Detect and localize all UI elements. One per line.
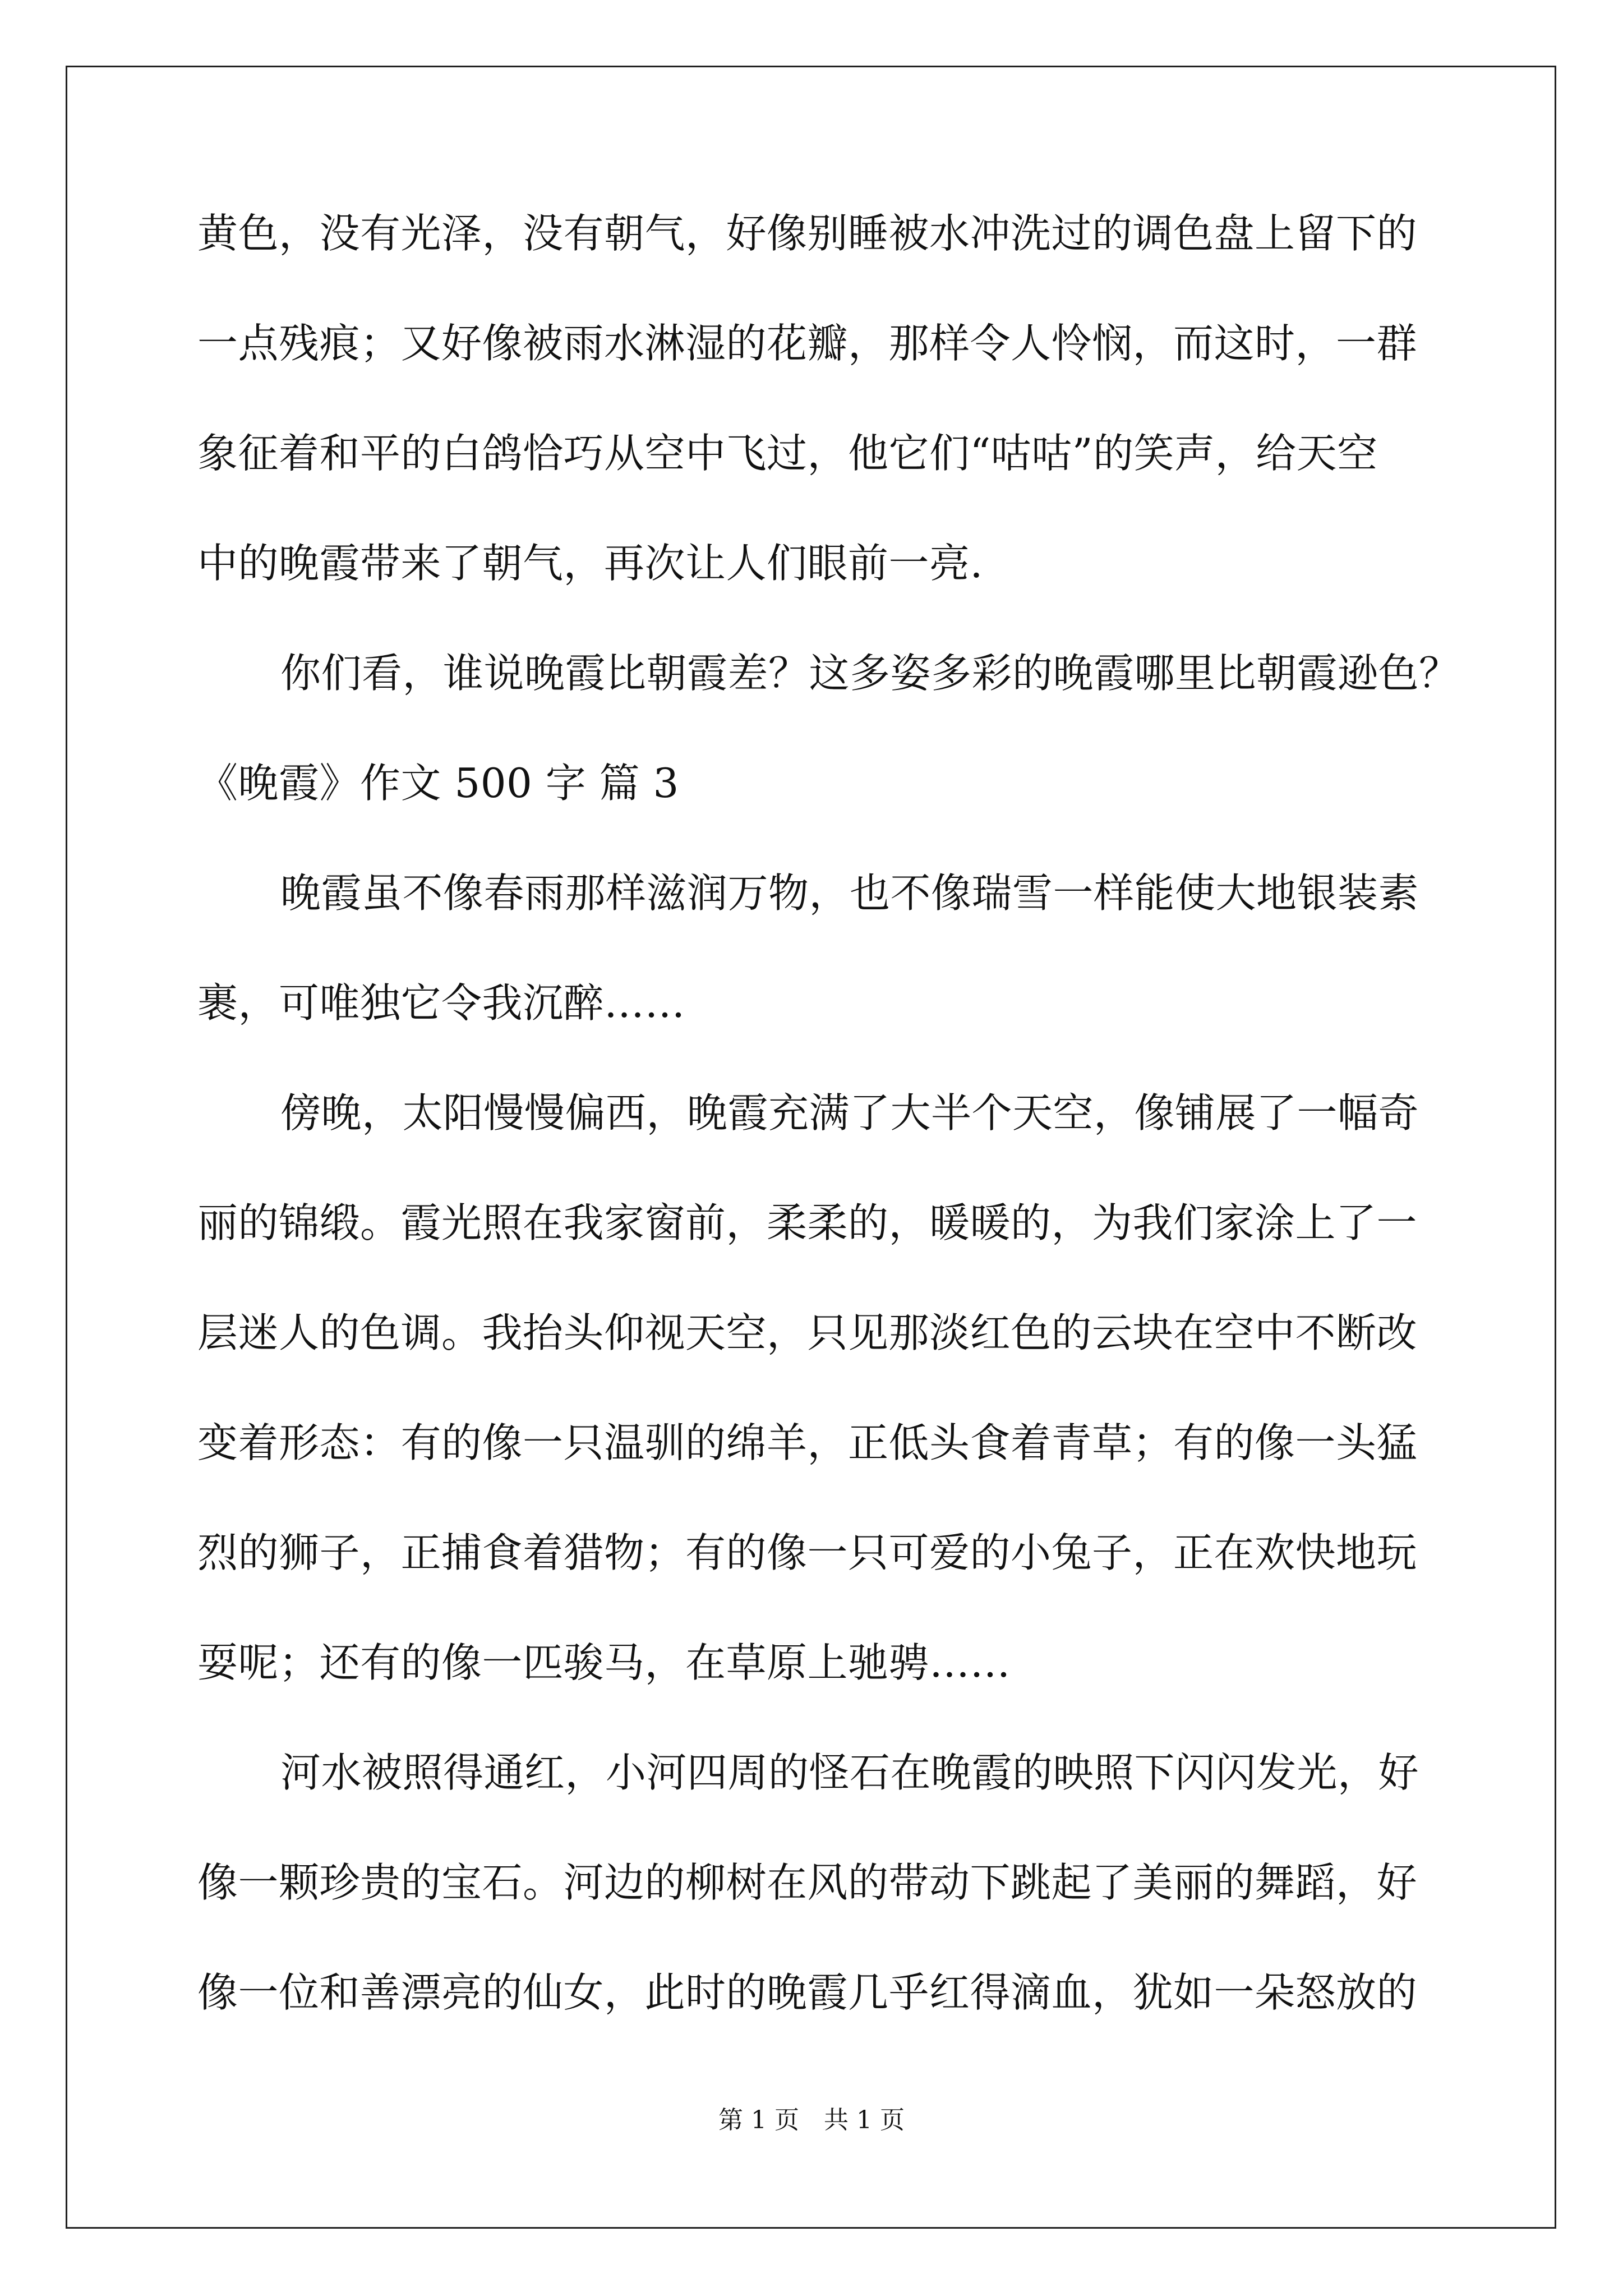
text-line: 像一颗珍贵的宝石。河边的柳树在风的带动下跳起了美丽的舞蹈，好 xyxy=(197,1859,1418,1906)
text-line: 傍晚，太阳慢慢偏西，晚霞充满了大半个天空，像铺展了一幅奇 xyxy=(280,1089,1419,1137)
text-line: 一点残痕；又好像被雨水淋湿的花瓣，那样令人怜悯，而这时，一群 xyxy=(197,320,1418,367)
text-line: 晚霞虽不像春雨那样滋润万物，也不像瑞雪一样能使大地银装素 xyxy=(280,869,1419,917)
section-heading: 《晚霞》作文 500 字 篇 3 xyxy=(197,760,679,807)
text-line: 丽的锦缎。霞光照在我家窗前，柔柔的，暖暖的，为我们家涂上了一 xyxy=(197,1199,1418,1246)
document-body xyxy=(197,210,1460,2082)
text-line: 变着形态：有的像一只温驯的绵羊，正低头食着青草；有的像一头猛 xyxy=(197,1419,1418,1466)
page-number: 第 1 页 xyxy=(718,2106,799,2134)
text-line: 河水被照得通红，小河四周的怪石在晚霞的映照下闪闪发光，好 xyxy=(280,1749,1419,1796)
text-line: 象征着和平的白鸽恰巧从空中飞过，他它们“咕咕”的笑声，给天空 xyxy=(197,430,1378,477)
text-line: 耍呢；还有的像一匹骏马，在草原上驰骋…… xyxy=(197,1639,1011,1686)
page-total: 共 1 页 xyxy=(824,2106,905,2134)
text-line: 中的晚霞带来了朝气，再次让人们眼前一亮. xyxy=(197,540,983,587)
text-line: 裹，可唯独它令我沉醉…… xyxy=(197,979,686,1027)
text-line: 你们看，谁说晚霞比朝霞差？这多姿多彩的晚霞哪里比朝霞逊色？ xyxy=(280,650,1460,697)
page-footer xyxy=(0,2108,1623,2133)
text-line: 黄色，没有光泽，没有朝气，好像别睡被水冲洗过的调色盘上留下的 xyxy=(197,210,1418,257)
text-line: 层迷人的色调。我抬头仰视天空，只见那淡红色的云块在空中不断改 xyxy=(197,1309,1418,1356)
text-line: 像一位和善漂亮的仙女，此时的晚霞几乎红得滴血，犹如一朵怒放的 xyxy=(197,1969,1418,2016)
text-line: 烈的狮子，正捕食着猎物；有的像一只可爱的小兔子，正在欢快地玩 xyxy=(197,1529,1418,1576)
